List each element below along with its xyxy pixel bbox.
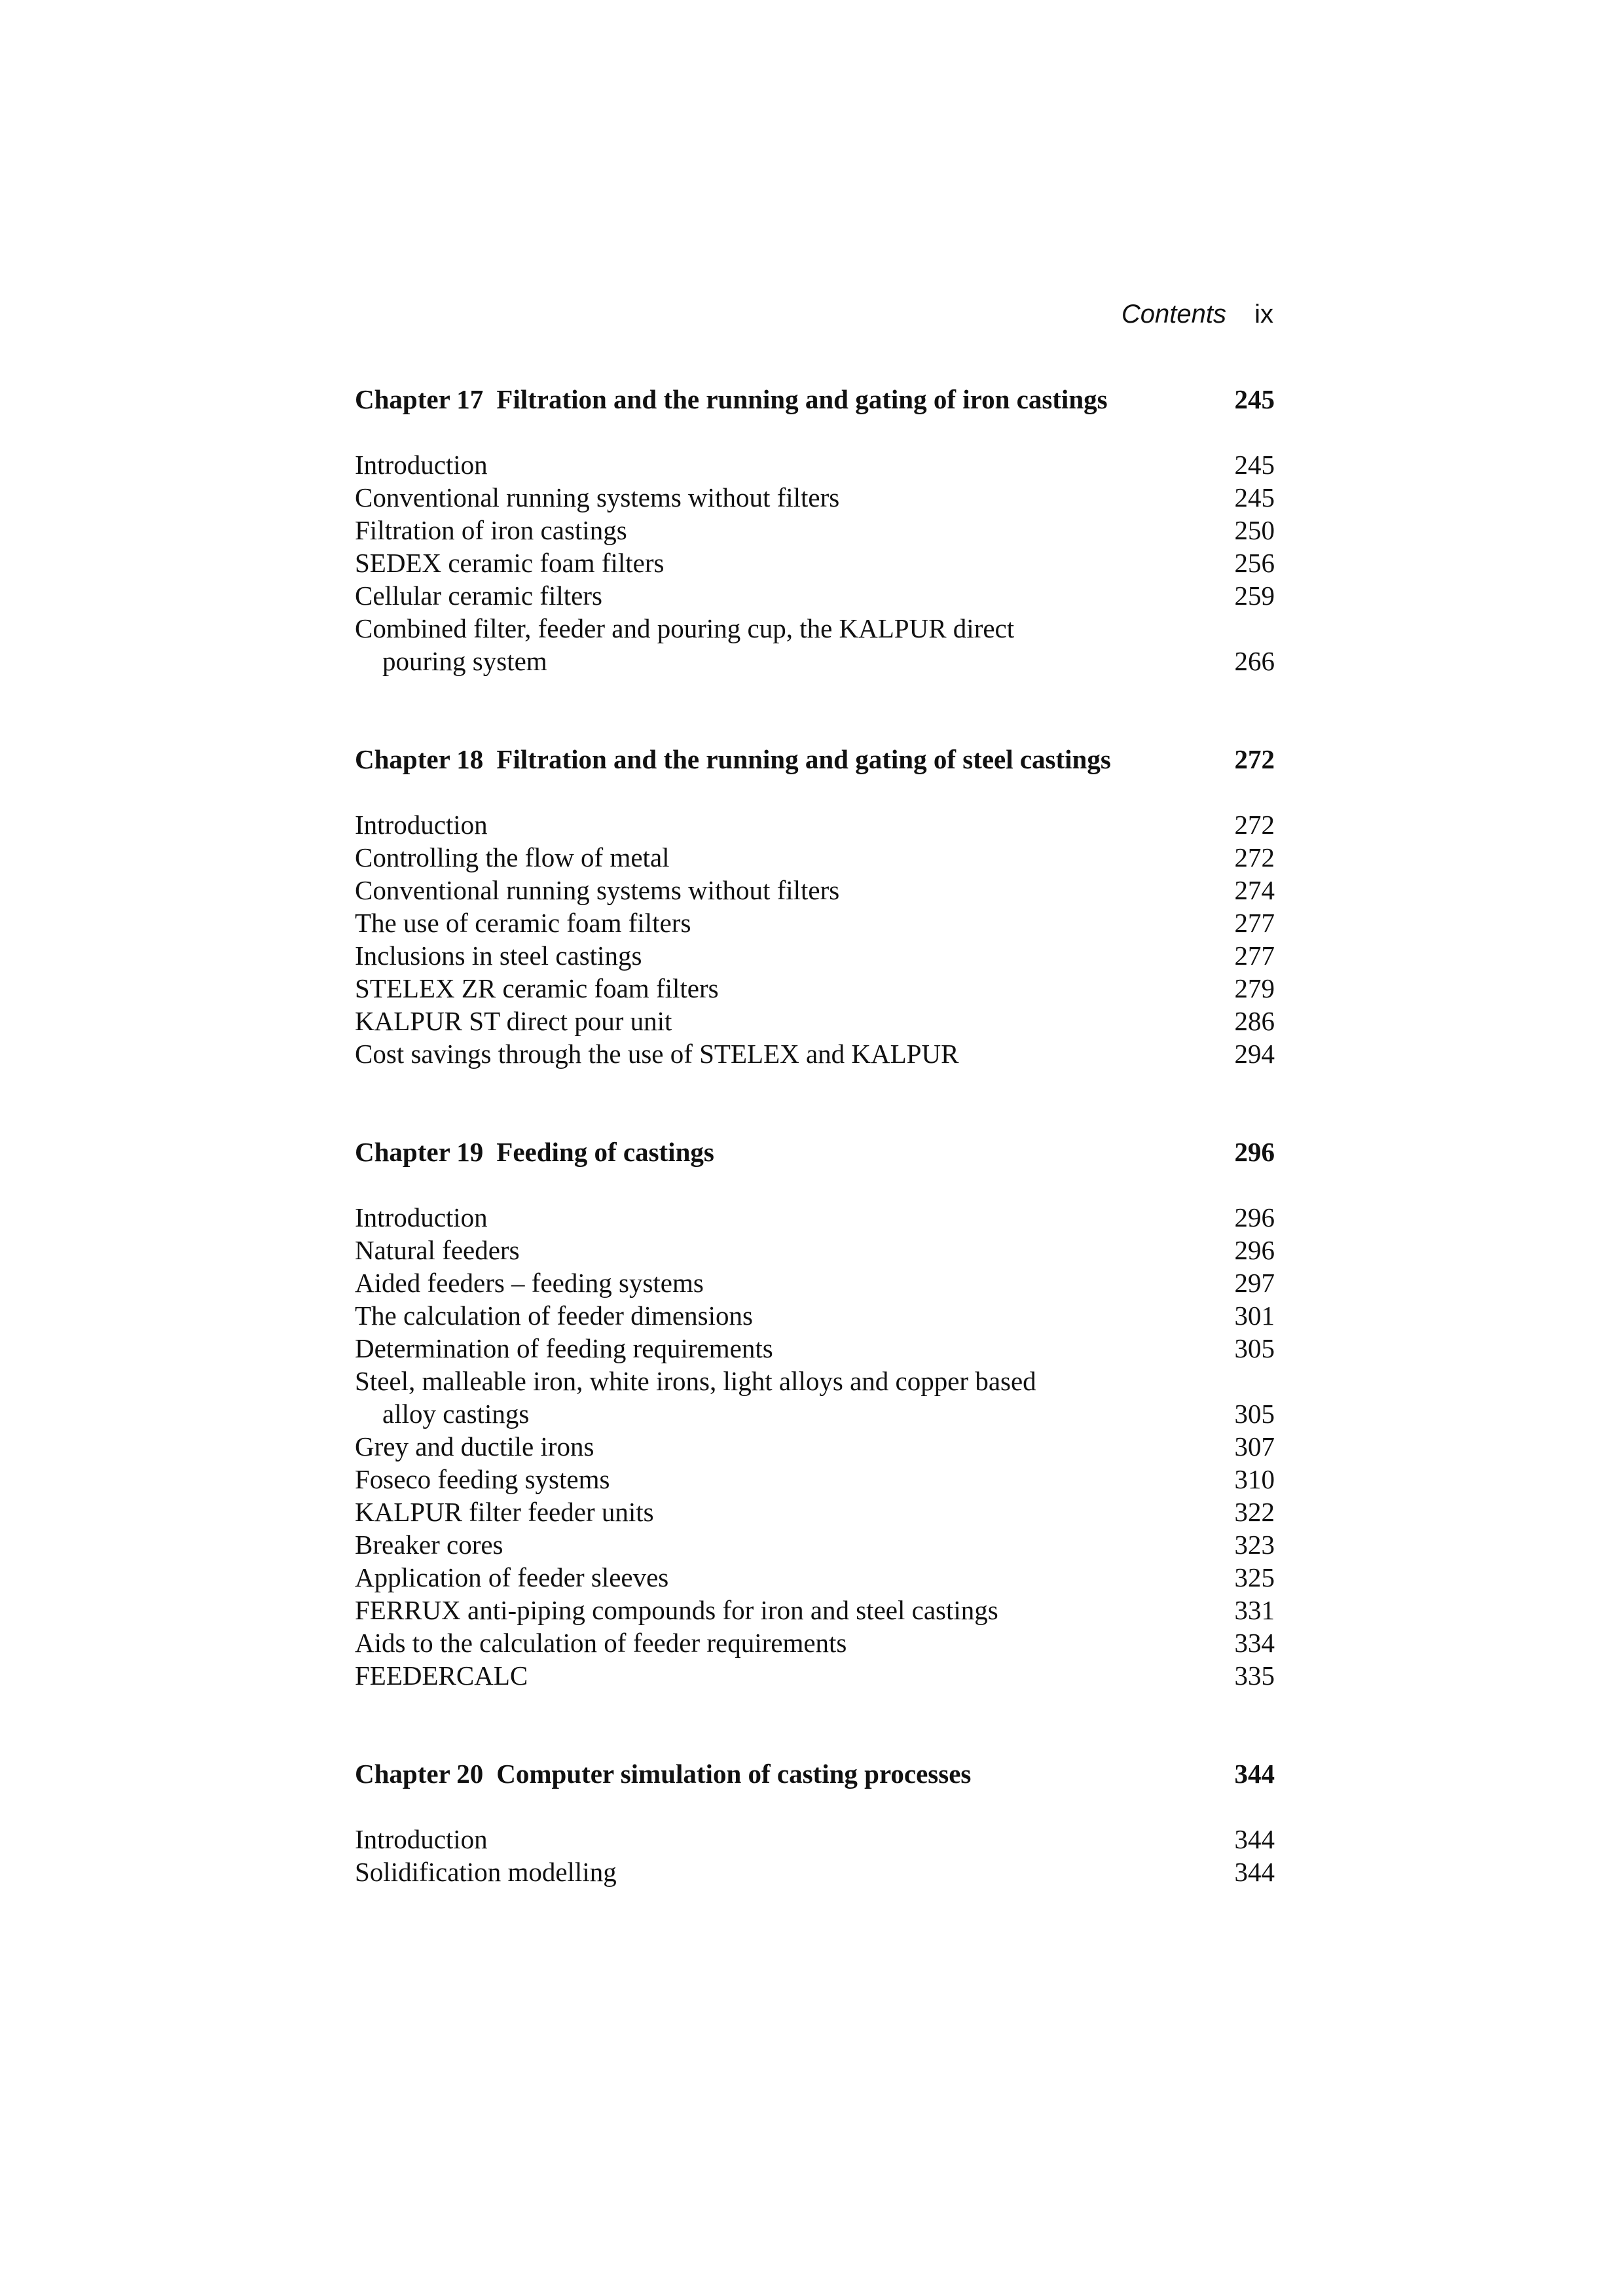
toc-entry-title-text: Aids to the calculation of feeder requirements <box>355 1628 847 1658</box>
chapter-heading-text <box>355 1757 971 1790</box>
toc-entry-title-text: STELEX ZR ceramic foam filters <box>355 973 719 1003</box>
toc-entry[interactable] <box>355 612 1275 677</box>
toc-entry-title <box>355 1561 668 1594</box>
toc-entry-title <box>355 1201 488 1234</box>
toc-entry-title <box>355 1430 594 1463</box>
header-title: Contents <box>1121 300 1226 329</box>
toc-entry-title <box>355 1528 503 1561</box>
toc-entry-title-text: Conventional running systems without filters <box>355 482 840 512</box>
toc-entry-page-number: 331 <box>1234 1595 1275 1625</box>
toc-entry[interactable] <box>355 514 1275 547</box>
toc-entry-title <box>355 579 602 612</box>
chapter-title: Computer simulation of casting processes <box>496 1759 972 1789</box>
toc-entry[interactable] <box>355 1365 1275 1430</box>
toc-entry-page-number: 277 <box>1234 941 1275 971</box>
chapter-heading-text <box>355 743 1111 776</box>
toc-entry[interactable] <box>355 1332 1275 1365</box>
toc-entry-title <box>355 1266 704 1299</box>
toc-entry-title-text: Foseco feeding systems <box>355 1464 610 1494</box>
toc-entry-title <box>355 1594 998 1626</box>
toc-entry-title <box>355 939 642 972</box>
chapter-page-number: 296 <box>1234 1137 1275 1167</box>
toc-entry-title-text: Introduction <box>355 810 488 840</box>
toc-entry-title <box>355 906 691 939</box>
toc-entry-title <box>355 874 839 906</box>
toc-entry[interactable] <box>355 972 1275 1005</box>
toc-entry[interactable] <box>355 1463 1275 1496</box>
toc-entry-page-number: 245 <box>1234 482 1275 512</box>
toc-entry-page-number: 334 <box>1234 1628 1275 1658</box>
toc-entry-title-text: Introduction <box>355 450 488 480</box>
toc-entry-page-number: 344 <box>1234 1857 1275 1887</box>
toc-entry-title <box>355 1496 654 1528</box>
toc-entry-title <box>355 808 488 841</box>
toc-entry-title-text: Determination of feeding requirements <box>355 1333 773 1363</box>
toc-entry-title-continuation: alloy castings <box>382 1399 530 1429</box>
toc-entry-title-text: Grey and ductile irons <box>355 1431 594 1462</box>
chapter-heading[interactable] <box>355 1757 1275 1790</box>
toc-entry-page-number: 344 <box>1234 1824 1275 1854</box>
chapter-heading[interactable] <box>355 743 1275 776</box>
toc-entry[interactable] <box>355 1037 1275 1070</box>
toc-entry-title-text: Cellular ceramic filters <box>355 581 602 611</box>
toc-entry-page-number: 322 <box>1234 1497 1275 1527</box>
toc-entry-page-number: 277 <box>1234 908 1275 938</box>
toc-entry[interactable] <box>355 448 1275 481</box>
chapter-section <box>355 383 1275 677</box>
toc-entry[interactable] <box>355 1561 1275 1594</box>
toc-entry-page-number: 310 <box>1234 1464 1275 1494</box>
toc-entry-title-text: Combined filter, feeder and pouring cup, the KALPUR direct <box>355 613 1015 643</box>
toc-entry-page-number: 279 <box>1234 973 1275 1003</box>
toc-entry-page-number: 307 <box>1234 1431 1275 1462</box>
chapter-section <box>355 1136 1275 1692</box>
toc-entry-page-number: 305 <box>1234 1399 1275 1429</box>
toc-entry[interactable] <box>355 1299 1275 1332</box>
toc-entry-page-number: 325 <box>1234 1562 1275 1592</box>
toc-entry-title-text: KALPUR ST direct pour unit <box>355 1006 672 1036</box>
chapter-heading[interactable] <box>355 383 1275 416</box>
toc-entry-title-text: Natural feeders <box>355 1235 520 1265</box>
toc-entry-title-text: Application of feeder sleeves <box>355 1562 669 1592</box>
header-page-number: ix <box>1254 300 1273 329</box>
chapter-number: Chapter 18 <box>355 744 484 774</box>
toc-entry-title-text: Cost savings through the use of STELEX and KALPUR <box>355 1039 959 1069</box>
toc-entry-title <box>355 514 627 547</box>
toc-entry-page-number: 296 <box>1234 1202 1275 1232</box>
toc-entry-title-text: Controlling the flow of metal <box>355 842 670 872</box>
toc-entry-title-text: Introduction <box>355 1202 488 1232</box>
toc-entry[interactable] <box>355 1430 1275 1463</box>
toc-entry-title-text: Solidification modelling <box>355 1857 617 1887</box>
toc-entry[interactable] <box>355 1266 1275 1299</box>
toc-entry[interactable] <box>355 1823 1275 1856</box>
toc-entry[interactable] <box>355 1201 1275 1234</box>
toc-entry-title-text: SEDEX ceramic foam filters <box>355 548 665 578</box>
toc-entry-page-number: 272 <box>1234 810 1275 840</box>
toc-entry[interactable] <box>355 906 1275 939</box>
toc-entry-title-text: KALPUR filter feeder units <box>355 1497 654 1527</box>
chapter-title: Feeding of castings <box>496 1137 714 1167</box>
chapter-heading-text <box>355 383 1108 416</box>
table-of-contents <box>355 383 1275 1954</box>
chapter-title: Filtration and the running and gating of iron castings <box>496 384 1108 414</box>
toc-entry[interactable] <box>355 1528 1275 1561</box>
chapter-page-number: 272 <box>1234 744 1275 774</box>
toc-entry-page-number: 245 <box>1234 450 1275 480</box>
toc-entry-title-text: Conventional running systems without filters <box>355 875 840 905</box>
toc-entry[interactable] <box>355 1626 1275 1659</box>
running-header <box>0 296 1273 332</box>
toc-entry-page-number: 272 <box>1234 842 1275 872</box>
toc-entry-page-number: 297 <box>1234 1268 1275 1298</box>
toc-entry[interactable] <box>355 1594 1275 1626</box>
toc-entry-title <box>355 1856 617 1888</box>
chapter-title: Filtration and the running and gating of steel castings <box>496 744 1111 774</box>
toc-entry-title-text: Filtration of iron castings <box>355 515 627 545</box>
toc-entry[interactable] <box>355 808 1275 841</box>
chapter-section <box>355 743 1275 1070</box>
toc-entry-title <box>355 1463 610 1496</box>
toc-entry-page-number: 259 <box>1234 581 1275 611</box>
chapter-number: Chapter 19 <box>355 1137 484 1167</box>
toc-entry-page-number: 274 <box>1234 875 1275 905</box>
toc-entry-title <box>355 1299 753 1332</box>
toc-entry-title <box>355 841 670 874</box>
toc-entry[interactable] <box>355 939 1275 972</box>
toc-entry-title-text: Introduction <box>355 1824 488 1854</box>
toc-entry-page-number: 335 <box>1234 1660 1275 1691</box>
toc-entry-page-number: 323 <box>1234 1530 1275 1560</box>
toc-entry-page-number: 301 <box>1234 1300 1275 1331</box>
toc-entry-page-number: 305 <box>1234 1333 1275 1363</box>
chapter-section <box>355 1757 1275 1888</box>
toc-entry-page-number: 256 <box>1234 548 1275 578</box>
toc-entry-title <box>355 1365 1036 1430</box>
chapter-page-number: 344 <box>1234 1759 1275 1789</box>
toc-entry-title <box>355 481 839 514</box>
toc-entry[interactable] <box>355 874 1275 906</box>
toc-entry[interactable] <box>355 1005 1275 1037</box>
toc-entry-title-text: Inclusions in steel castings <box>355 941 642 971</box>
toc-entry-title <box>355 448 488 481</box>
toc-entry-title-text: FERRUX anti-piping compounds for iron and steel castings <box>355 1595 998 1625</box>
toc-entry-title-text: FEEDERCALC <box>355 1660 528 1691</box>
toc-entry-title <box>355 1659 528 1692</box>
toc-entry-title <box>355 1626 847 1659</box>
toc-entry-title <box>355 972 719 1005</box>
toc-entry-title <box>355 1332 773 1365</box>
toc-entry-page-number: 286 <box>1234 1006 1275 1036</box>
toc-entry[interactable] <box>355 1856 1275 1888</box>
toc-entry[interactable] <box>355 547 1275 579</box>
toc-entry-page-number: 266 <box>1234 646 1275 676</box>
toc-entry-title-continuation: pouring system <box>382 646 547 676</box>
toc-entry-title-text: Steel, malleable iron, white irons, light alloys and copper based <box>355 1366 1036 1396</box>
toc-entry[interactable] <box>355 841 1275 874</box>
toc-entry-page-number: 294 <box>1234 1039 1275 1069</box>
toc-entry-title <box>355 612 1014 677</box>
toc-entry-title <box>355 1234 520 1266</box>
toc-entry-title-text: Breaker cores <box>355 1530 503 1560</box>
toc-entry[interactable] <box>355 1659 1275 1692</box>
toc-entry-title <box>355 547 664 579</box>
toc-entry[interactable] <box>355 579 1275 612</box>
toc-entry-title <box>355 1005 672 1037</box>
chapter-number: Chapter 17 <box>355 384 484 414</box>
chapter-heading-text <box>355 1136 714 1168</box>
toc-entry-page-number: 250 <box>1234 515 1275 545</box>
toc-entry-page-number: 296 <box>1234 1235 1275 1265</box>
toc-entry[interactable] <box>355 1496 1275 1528</box>
chapter-page-number: 245 <box>1234 384 1275 414</box>
chapter-heading[interactable] <box>355 1136 1275 1168</box>
toc-entry-title-text: Aided feeders – feeding systems <box>355 1268 704 1298</box>
toc-entry[interactable] <box>355 481 1275 514</box>
toc-entry-title <box>355 1823 488 1856</box>
toc-entry[interactable] <box>355 1234 1275 1266</box>
toc-entry-title <box>355 1037 958 1070</box>
toc-entry-title-text: The use of ceramic foam filters <box>355 908 691 938</box>
chapter-number: Chapter 20 <box>355 1759 484 1789</box>
toc-entry-title-text: The calculation of feeder dimensions <box>355 1300 753 1331</box>
